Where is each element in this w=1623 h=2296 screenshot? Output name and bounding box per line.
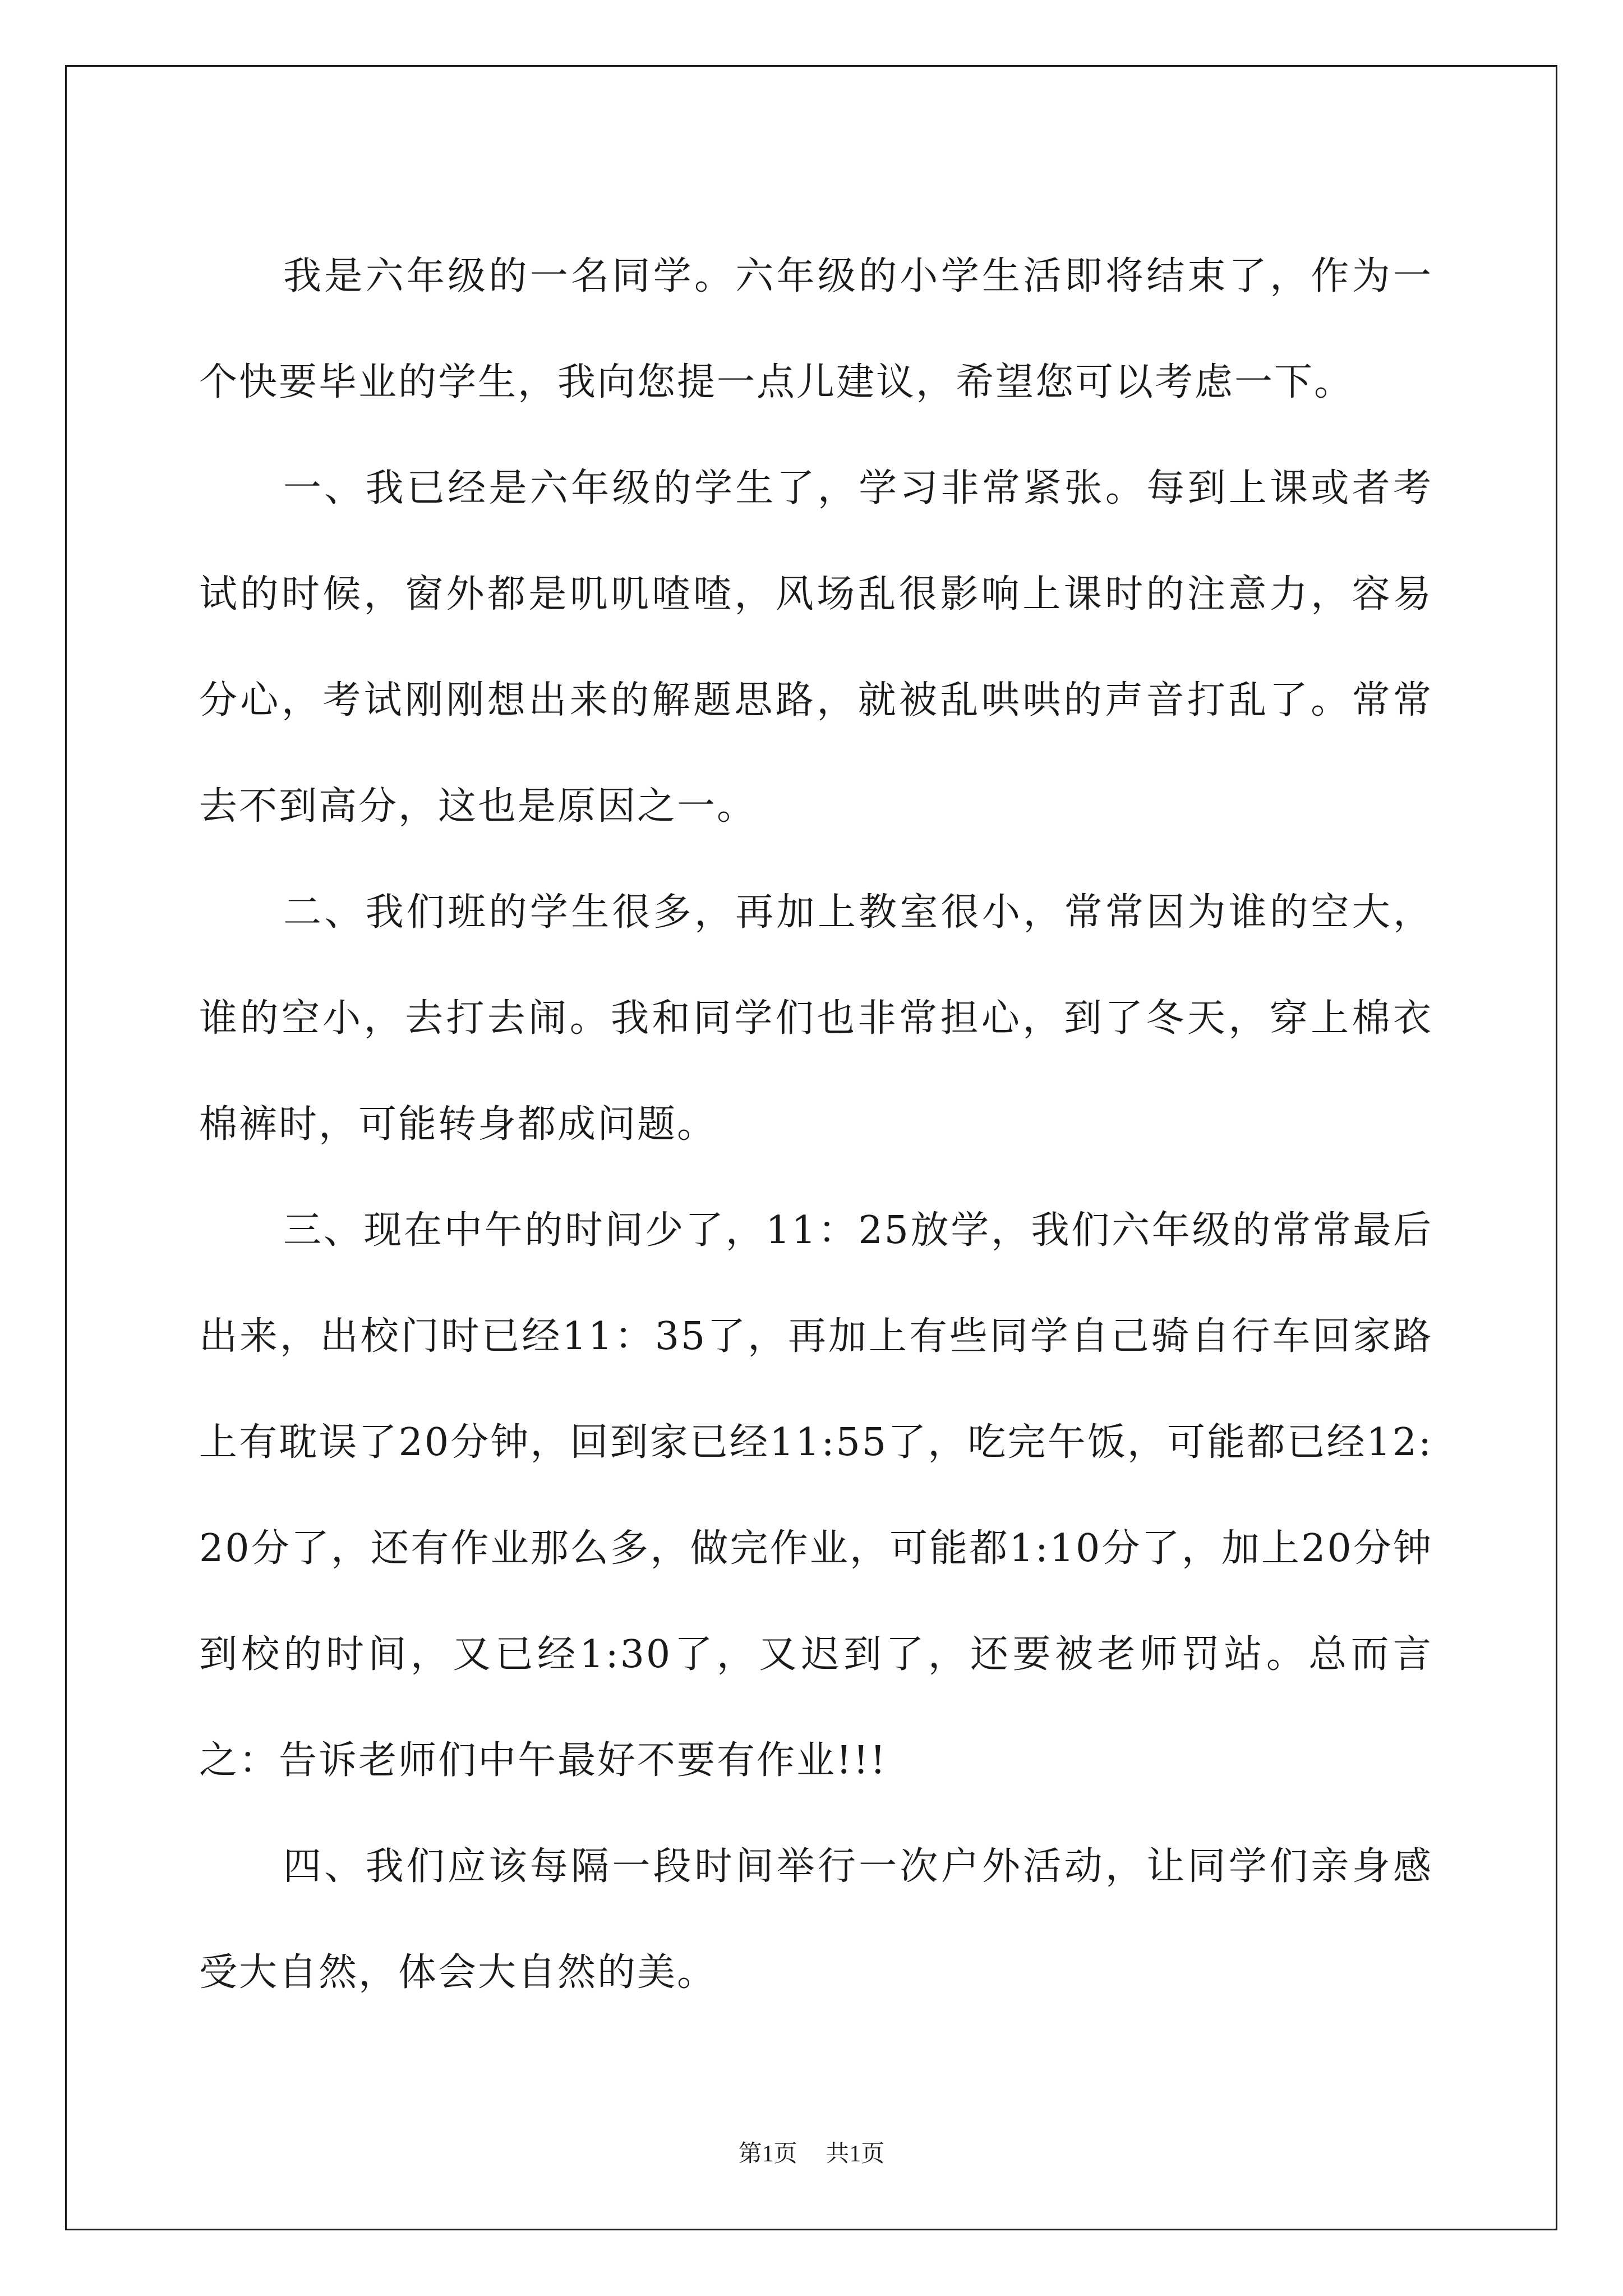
document-body [199,223,1433,2026]
paragraph-intro: 我是六年级的一名同学。六年级的小学生活即将结束了，作为一个快要毕业的学生，我向您提一点儿建议，希望您可以考虑一下。 [199,254,1433,404]
paragraph-suggestion-1: 一、我已经是六年级的学生了，学习非常紧张。每到上课或者考试的时候，窗外都是叽叽喳喳，风场乱很影响上课时的注意力，容易分心，考试刚刚想出来的解题思路，就被乱哄哄的声音打乱了。常常去不到高分，这也是原因之一。 [199,466,1433,829]
paragraph-suggestion-2: 二、我们班的学生很多，再加上教室很小，常常因为谁的空大，谁的空小，去打去闹。我和同学们也非常担心，到了冬天，穿上棉衣棉裤时，可能转身都成问题。 [199,890,1433,1147]
paragraph-suggestion-4: 四、我们应该每隔一段时间举行一次户外活动，让同学们亲身感受大自然，体会大自然的美。 [199,1844,1433,1995]
paragraph-suggestion-3: 三、现在中午的时间少了，11：25放学，我们六年级的常常最后出来，出校门时已经11：35了，再加上有些同学自己骑自行车回家路上有耽误了20分钟，回到家已经11:55了，吃完午饭，可能都已经12:20分了，还有作业那么多，做完作业，可能都1:10分了，加上20分钟到校的时间，又已经1:30了，又迟到了，还要被老师罚站。总而言之：告诉老师们中午最好不要有作业!!! [199,1208,1433,1783]
page-footer [0,2137,1623,2171]
page-number: 第1页 [738,2141,797,2167]
page-total: 共1页 [826,2141,885,2167]
